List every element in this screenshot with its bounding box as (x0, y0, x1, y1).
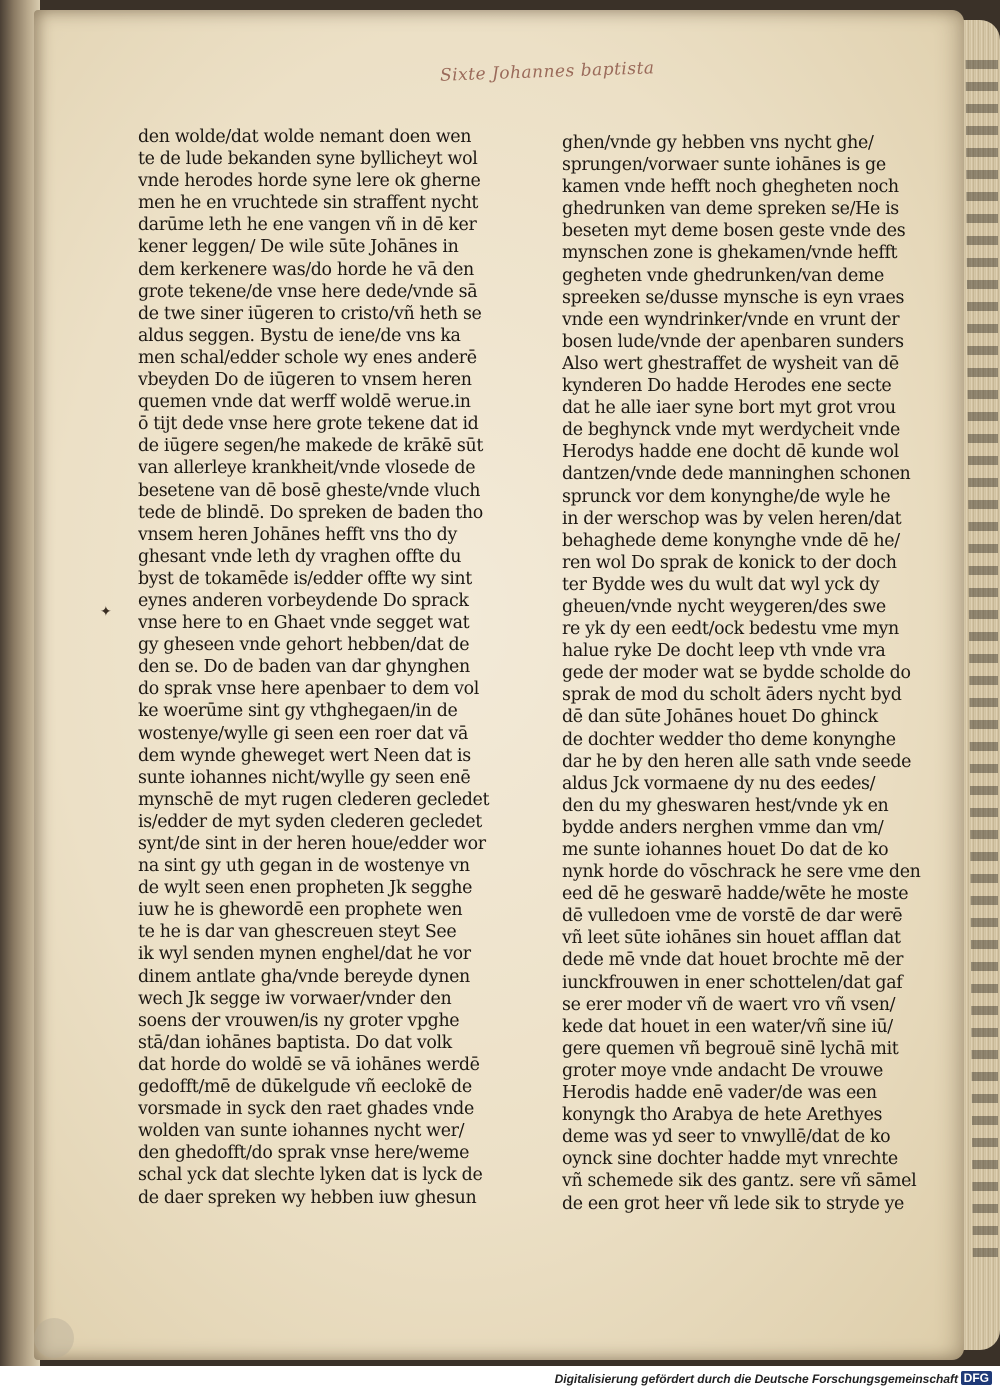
text-line: kener leggen/ De wile sūte Johānes in (138, 237, 459, 258)
text-line: sprak de mod du scholt āders nycht byd (562, 685, 902, 706)
text-line: deme was yd seer to vnwyllē/dat de ko (562, 1127, 891, 1148)
text-line: konyngk tho Arabya de hete Arethyes (562, 1105, 883, 1126)
text-line: te de lude bekanden syne byllicheyt wol (138, 149, 478, 170)
text-line: ke woerūme sint gy vthghegaen/in de (138, 701, 458, 722)
text-line: soens der vrouwen/is ny groter vpghe (138, 1010, 460, 1031)
text-line: wech Jk segge iw vorwaer/vnder den (138, 988, 452, 1009)
text-line: gheuen/vnde nycht weygeren/des swe (562, 596, 886, 617)
text-line: is/edder de myt syden clederen gecledet (138, 811, 482, 832)
text-line: den wolde/dat wolde nemant doen wen (138, 127, 472, 147)
text-line: schal yck dat slechte lyken dat is lyck de (138, 1165, 483, 1186)
text-line: gere quemen vñ begrouē sinē lychā mit (562, 1038, 899, 1059)
text-line: wostenye/wylle gi seen een roer dat vā (138, 723, 468, 744)
text-line: den du my gheswaren hest/vnde yk en (562, 795, 889, 816)
left-text-column (138, 126, 498, 1209)
text-line: eed dē he geswarē hadde/wēte he moste (562, 884, 909, 905)
text-line: dantzen/vnde dede manninghen schonen (562, 464, 911, 485)
text-line: kede dat houet in een water/vñ sine iū/ (562, 1016, 893, 1037)
text-line: darūme leth he ene vangen vñ in dē ker (138, 215, 477, 236)
text-line: bydde anders nerghen vmme dan vm/ (562, 817, 884, 838)
handwritten-annotation: Sixte Johannes baptista (439, 58, 655, 86)
text-line: vnsem heren Johānes hefft vns tho dy (138, 524, 457, 545)
text-line: mynschē de myt rugen clederen gecledet (138, 789, 490, 810)
text-line: gy gheseen vnde gehort hebben/dat de (138, 635, 470, 656)
text-line: quemen vnde dat werff woldē werue.in (138, 392, 471, 413)
text-line: sprunck vor dem konynghe/de wyle he (562, 486, 891, 507)
text-line: gegheten vnde ghedrunken/van deme (562, 265, 884, 286)
text-line: de daer spreken wy hebben iuw ghesun (138, 1187, 477, 1208)
text-line: kamen vnde hefft noch ghegheten noch (562, 177, 899, 198)
text-line: se erer moder vñ de waert vro vñ vsen/ (562, 994, 896, 1015)
text-line: iunckfrouwen in ener schottelen/dat gaf (562, 972, 903, 993)
text-line: men schal/edder schole wy enes anderē (138, 347, 477, 368)
text-line: beseten myt deme bosen geste vnde des (562, 221, 906, 242)
text-line: vbeyden Do de iūgeren to vnsem heren (138, 370, 472, 391)
text-line: besetene van dē bosē gheste/vnde vluch (138, 480, 481, 501)
text-line: aldus Jck vormaene dy nu des eedes/ (562, 773, 876, 794)
text-line: synt/de sint in der heren houe/edder wor (138, 834, 486, 854)
text-line: den se. Do de baden van dar ghynghen (138, 657, 470, 678)
text-line: dē dan sūte Johānes houet Do ghinck (562, 707, 878, 728)
text-line: men he en vruchtede sin straffent nycht (138, 193, 479, 214)
text-line: de wylt seen enen propheten Jk segghe (138, 878, 473, 899)
text-line: byst de tokamēde is/edder offte wy sint (138, 568, 472, 589)
text-line: dē vulledoen vme de vorstē de dar werē (562, 906, 903, 927)
text-line: kynderen Do hadde Herodes ene secte (562, 376, 892, 397)
text-line: ren wol Do sprak de konick to der doch (562, 552, 897, 573)
text-line: vnde een wyndrinker/vnde en vrunt der (562, 309, 900, 330)
text-line: spreeken se/dusse mynsche is eyn vraes (562, 287, 905, 308)
text-line: ghesant vnde leth dy vraghen offte du (138, 546, 462, 567)
text-line: sprungen/vorwaer sunte iohānes is ge (562, 155, 886, 176)
text-line: iuw he is ghewordē een prophete wen (138, 900, 463, 921)
text-line: de dochter wedder tho deme konynghe (562, 729, 896, 750)
text-line: van allerleye krankheit/vnde vlosede de (138, 458, 476, 479)
text-line: de beghynck vnde myt werdycheit vnde (562, 420, 900, 441)
text-line: de twe siner iūgeren to cristo/vñ heth se (138, 303, 482, 324)
text-line: ik wyl senden mynen enghel/dat he vor (138, 944, 471, 965)
dfg-logo: DFG (961, 1371, 992, 1385)
funding-credit: Digitalisierung gefördert durch die Deutsche Forschungsgemeinschaft (554, 1372, 958, 1386)
text-line: dede mē vnde dat houet brochte mē der (562, 950, 904, 971)
text-line: vnse here to en Ghaet vnde segget wat (138, 613, 470, 634)
text-line: eynes anderen vorbeydende Do sprack (138, 590, 469, 611)
text-line: do sprak vnse here apenbaer to dem vol (138, 679, 479, 700)
text-line: ter Bydde wes du wult dat wyl yck dy (562, 574, 880, 595)
right-text-column (562, 132, 922, 1215)
thumb-shadow (34, 1318, 74, 1358)
text-line: oynck sine dochter hadde myt vnrechte (562, 1149, 898, 1170)
text-line: gedofft/mē de dūkelgude vñ eeclokē de (138, 1077, 472, 1098)
text-line: den ghedofft/do sprak vnse here/weme (138, 1143, 470, 1164)
text-line: dem kerkenere was/do horde he vā den (138, 259, 474, 280)
text-line: vñ leet sūte iohānes sin houet afflan dat (562, 928, 901, 949)
text-line: in der werschop was by velen heren/dat (562, 508, 902, 529)
text-line: de iūgere segen/he makede de krākē sūt (138, 436, 483, 457)
text-line: te he is dar van ghescreuen steyt See (138, 922, 457, 943)
text-line: dat horde do woldē se vā iohānes werdē (138, 1054, 480, 1075)
text-line: dat he alle iaer syne bort myt grot vrou (562, 398, 896, 419)
text-line: de een grot heer vñ lede sik to stryde ye (562, 1193, 904, 1214)
text-line: stā/dan iohānes baptista. Do dat volk (138, 1032, 452, 1053)
text-line: vñ schemede sik des gantz. sere vñ sāmel (562, 1171, 917, 1192)
text-line: tede de blindē. Do spreken de baden tho (138, 502, 483, 523)
margin-mark: ✦ (100, 604, 112, 620)
text-line: mynschen zone is ghekamen/vnde hefft (562, 243, 898, 264)
text-line: halue ryke De docht leep vth vnde vra (562, 641, 886, 662)
text-line: Herodys hadde ene docht dē kunde wol (562, 442, 899, 463)
text-line: Also wert ghestraffet de wysheit van dē (562, 353, 899, 374)
text-line: dinem antlate gha/vnde bereyde dynen (138, 966, 470, 987)
text-line: ghen/vnde gy hebben vns nycht ghe/ (562, 133, 874, 153)
text-line: grote tekene/de vnse here dede/vnde sā (138, 281, 478, 302)
text-line: nynk horde do vōschrack he sere vme den (562, 862, 921, 883)
text-line: sunte iohannes nicht/wylle gy seen enē (138, 767, 471, 788)
text-line: groter moye vnde andacht De vrouwe (562, 1060, 883, 1081)
text-line: na sint gy uth gegan in de wostenye vn (138, 856, 470, 877)
text-line: dar he by den heren alle sath vnde seede (562, 751, 912, 772)
text-line: wolden van sunte iohannes nycht wer/ (138, 1121, 465, 1142)
text-line: dem wynde gheweget wert Neen dat is (138, 745, 471, 766)
text-line: me sunte iohannes houet Do dat de ko (562, 840, 889, 860)
text-line: behaghede deme konynghe vnde dē he/ (562, 530, 900, 551)
text-line: re yk dy een eedt/ock bedestu vme myn (562, 619, 899, 640)
text-line: aldus seggen. Bystu de iene/de vns ka (138, 325, 461, 346)
text-line: vorsmade in syck den raet ghades vnde (138, 1099, 474, 1120)
text-line: bosen lude/vnde der apenbaren sunders (562, 331, 904, 352)
text-line: gede der moder wat se bydde scholde do (562, 663, 911, 684)
text-line: ō tijt dede vnse here grote tekene dat id (138, 414, 479, 435)
text-line: vnde herodes horde syne lere ok gherne (138, 171, 481, 192)
text-line: ghedrunken van deme spreken se/He is (562, 199, 899, 220)
footer-bar (0, 1366, 1000, 1393)
text-line: Herodis hadde enē vader/de was een (562, 1083, 877, 1104)
